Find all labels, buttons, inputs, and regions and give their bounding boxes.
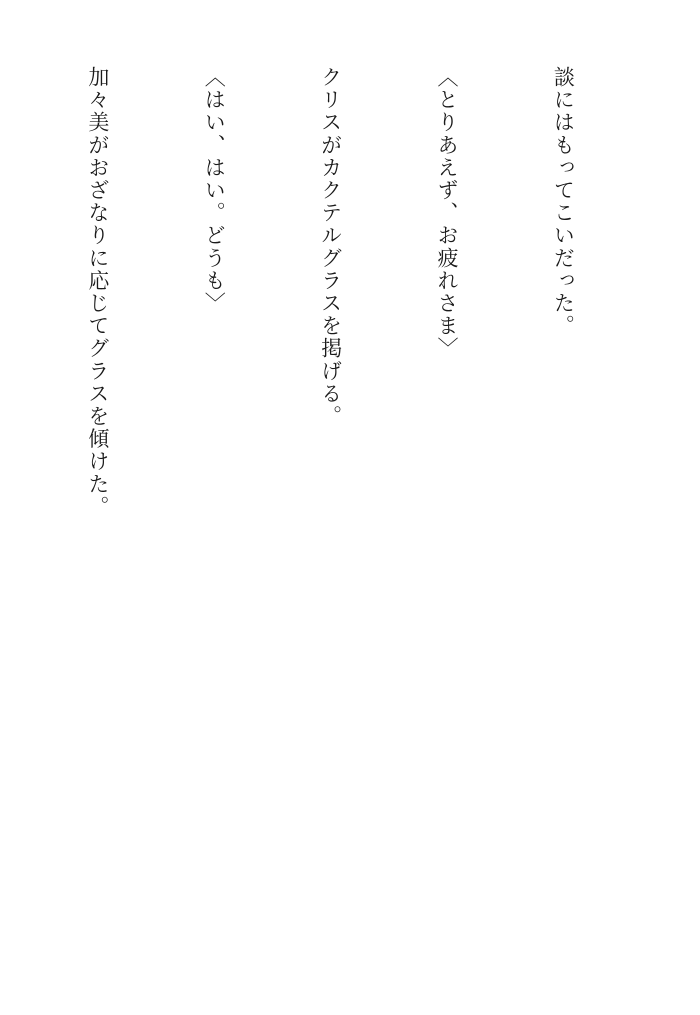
vertical-text-body — [0, 66, 660, 966]
text-line-4: 〈はい、はい。どうも〉 — [202, 66, 227, 315]
text-line-1: 談にはもってこいだった。 — [551, 66, 576, 338]
text-line-5: 加々美がおざなりに応じてグラスを傾けた。 — [85, 66, 110, 518]
text-line-2: 〈とりあえず、お疲れさま〉 — [435, 66, 460, 360]
text-line-3: クリスがカクテルグラスを掲げる。 — [318, 66, 343, 428]
